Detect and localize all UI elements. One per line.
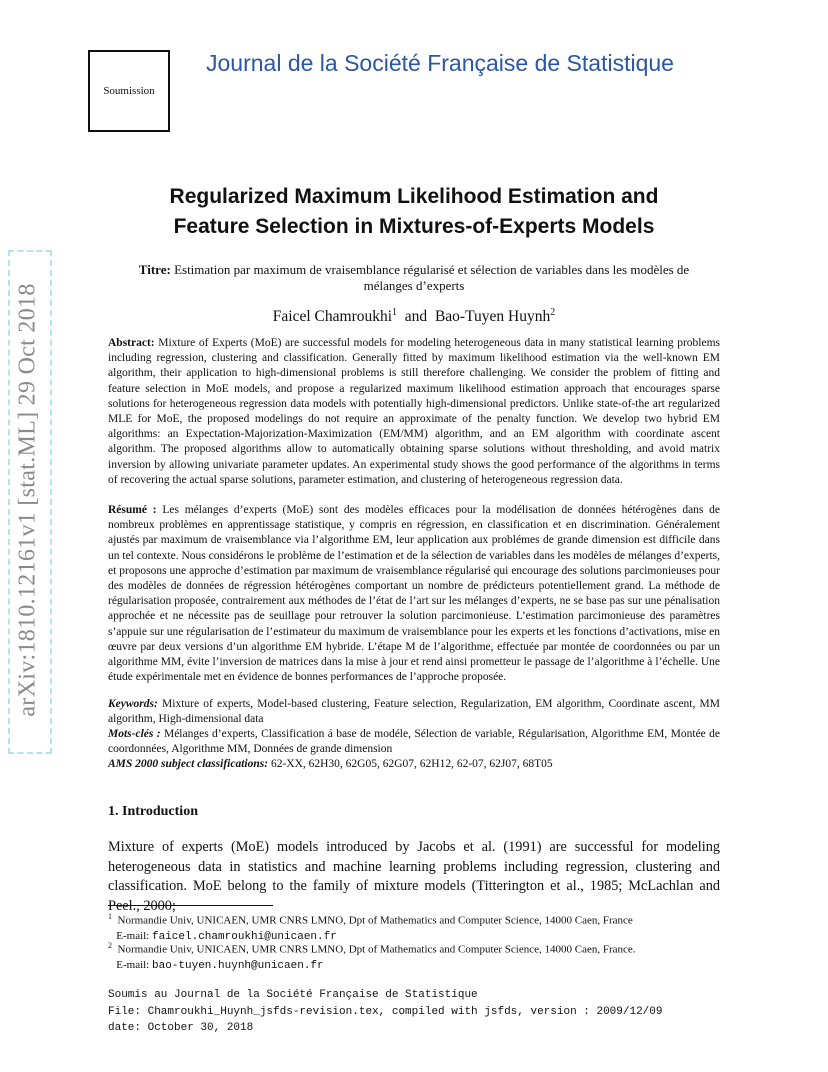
footer-line-2: File: Chamroukhi_Huynh_jsfds-revision.tex, compiled with jsfds, version : 2009/12/09 — [108, 1005, 663, 1018]
keywords-text: Mixture of experts, Model-based clustering, Feature selection, Regularization, EM algorithm, Coordinate ascent, MM algorithm, High-dimensional data — [108, 698, 720, 726]
resume — [108, 503, 720, 685]
title-line-1: Regularized Maximum Likelihood Estimation and — [169, 185, 659, 208]
submission-box — [88, 50, 170, 132]
footer-line-3: date: October 30, 2018 — [108, 1022, 254, 1034]
paper-title — [100, 182, 728, 242]
mots-cles — [108, 727, 720, 757]
submission-label: Soumission — [103, 85, 155, 97]
footnote-2 — [108, 938, 720, 974]
motscles-label: Mots-clés : — [108, 728, 161, 740]
author-2: Bao-Tuyen Huynh — [434, 308, 551, 326]
arxiv-identifier: arXiv:1810.12161v1 [stat.ML] 29 Oct 2018 — [14, 283, 41, 717]
motscles-text: Mélanges d’experts, Classification á base de modéle, Sélection de variable, Régularisation, Algorithme EM, Montée de coordonnées, Algorithme MM, Données de grande dimension — [108, 728, 721, 756]
author-1-affil: 1 — [392, 307, 398, 318]
abstract-label: Abstract: — [108, 337, 155, 349]
and-word: and — [404, 308, 428, 326]
footer-line-1: Soumis au Journal de la Société Française de Statistique — [108, 989, 478, 1001]
keywords — [108, 697, 720, 727]
authors — [100, 307, 728, 326]
french-title — [120, 262, 708, 294]
keywords-label: Keywords: — [108, 698, 158, 710]
ams-classification — [108, 757, 720, 772]
resume-label: Résumé : — [108, 504, 157, 516]
resume-text: Les mélanges d’experts (MoE) sont des modèles efficaces pour la modélisation de données hétérogènes dans de nombreux problèmes en apprentissage statistique, y compris en régression, en classification et en discrimination. Généralement ajustés par maximum de vraisemblance via l’algorithme EM, leur application aux problémes de grande dimension est difficile dans un tel contexte. Nous considérons le problème de l’estimation et de la sélection de variables dans les modèles de mélanges d’experts, et proposons une approche d’estimation par maximum de vraisemblance régularisé qui encourage des solutions parcimonieuses pour des modèles de données de régression hétérogènes comportant un nombre de prédicteurs potentiellement grand. La méthode de régularisation proposée, contrairement aux méthodes de l’état de l’art sur les mélanges d’experts, ne se base pas sur une pénalisation approchée et ne nécessite pas de seuillage pour retrouver la solution parcimonieuse. L’estimation parcimonieuse des paramètres s’appuie sur une régularisation de l’estimateur du maximum de vraisemblance pour les experts et les fonctions d’activations, mise en œuvre par deux versions d’un algorithme EM hybride. L’étape M de l’algorithme, effectuée par montée de coordonnées ou par un algorithme MM, évite l’inversion de matrices dans la mise à jour et rend ainsi prometteur le passage de l’algorithme à l’échelle. Une étude expérimentale met en évidence de bonnes performances de l’approche proposée. — [108, 504, 721, 684]
footnote-1-number: 1 — [108, 912, 112, 921]
footnote-2-email[interactable]: bao-tuyen.huynh@unicaen.fr — [152, 959, 324, 972]
section-heading: 1. Introduction — [108, 804, 198, 819]
titre-label: Titre: — [138, 262, 171, 277]
abstract — [108, 336, 720, 488]
author-1: Faicel Chamroukhi — [272, 308, 393, 326]
title-line-2: Feature Selection in Mixtures-of-Experts Models — [173, 215, 655, 238]
footnote-1-email-label: E-mail: — [116, 929, 150, 942]
journal-name: Journal de la Société Française de Statistique — [206, 50, 674, 76]
footnote-1-text: Normandie Univ, UNICAEN, UMR CNRS LMNO, Dpt of Mathematics and Computer Science, 14000 Caen, France — [117, 914, 633, 927]
ams-label: AMS 2000 subject classifications: — [108, 758, 269, 770]
ams-text: 62-XX, 62H30, 62G05, 62G07, 62H12, 62-07, 62J07, 68T05 — [270, 758, 553, 770]
footnote-1-email[interactable]: faicel.chamroukhi@unicaen.fr — [152, 930, 337, 943]
intro-paragraph: Mixture of experts (MoE) models introduced by Jacobs et al. (1991) are successful for modeling heterogeneous data in statistics and machine learning problems including regression, clustering and classification. MoE belong to the family of mixture models (Titterington et al., 1985; McLachlan and Peel., 2000; — [108, 839, 720, 914]
footnote-2-number: 2 — [108, 941, 112, 950]
author-2-affil: 2 — [550, 307, 556, 318]
abstract-text: Mixture of Experts (MoE) are successful models for modeling heterogeneous data in many statistical learning problems including regression, clustering and classification. Generally fitted by maximum likelihood estimation via the well-known EM algorithm, their application to high-dimensional problems is still therefore challenging. We consider the problem of fitting and feature selection in MoE models, and propose a regularized maximum likelihood estimation approach that encourages sparse solutions for heterogeneous regression data models with potentially high-dimensional predictors. Unlike state-of-the art regularized MLE for MoE, the proposed modelings do not require an approximate of the penalty function. We develop two hybrid EM algorithms: an Expectation-Majorization-Maximization (EM/MM) algorithm, and an EM algorithm with coordinate ascent algorithm. The proposed algorithms allow to automatically obtaining sparse solutions without thresholding, and avoid matrix inversion by allowing univariate parameter updates. An experimental study shows the good performance of the algorithms in terms of recovering the actual sparse solutions, parameter estimation, and clustering of heterogeneous regression data. — [108, 337, 721, 486]
submission-footer — [108, 987, 663, 1037]
footnote-2-text: Normandie Univ, UNICAEN, UMR CNRS LMNO, Dpt of Mathematics and Computer Science, 14000 Caen, France. — [117, 943, 636, 956]
titre-text: Estimation par maximum de vraisemblance régularisé et sélection de variables dans les modèles de mélanges d’experts — [174, 262, 690, 293]
footnote-rule — [108, 905, 273, 906]
footnote-2-email-label: E-mail: — [116, 958, 150, 971]
